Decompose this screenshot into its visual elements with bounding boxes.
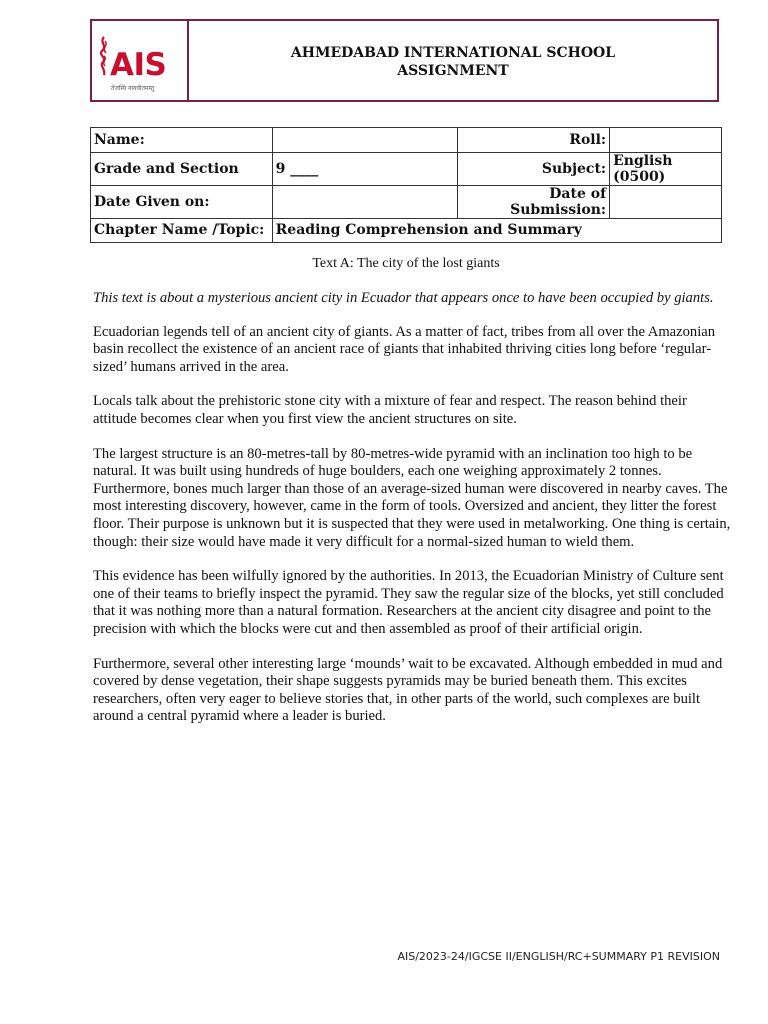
date-given-label: Date Given on: bbox=[91, 185, 273, 218]
roll-label: Roll: bbox=[458, 128, 610, 153]
header-title bbox=[189, 21, 717, 100]
date-submission-value[interactable] bbox=[610, 185, 722, 218]
name-label: Name: bbox=[91, 128, 273, 153]
chapter-label: Chapter Name /Topic: bbox=[91, 218, 273, 243]
footer-code: AIS/2023-24/IGCSE II/ENGLISH/RC+SUMMARY P1 REVISION bbox=[397, 950, 720, 963]
paragraph-1: Ecuadorian legends tell of an ancient city of giants. As a matter of fact, tribes from all over the Amazonian basin recollect the existence of an ancient race of giants that inhabited thriving cities long before ‘regular-sized’ humans arrived in the area. bbox=[93, 323, 716, 375]
reading-passage bbox=[93, 290, 733, 743]
chapter-value: Reading Comprehension and Summary bbox=[272, 218, 721, 243]
doc-type: ASSIGNMENT bbox=[397, 62, 509, 79]
school-name: AHMEDABAD INTERNATIONAL SCHOOL bbox=[290, 44, 616, 61]
roll-value[interactable] bbox=[610, 128, 722, 153]
paragraph-4: This evidence has been wilfully ignored by the authorities. In 2013, the Ecuadorian Ministry of Culture sent one of their teams to briefly inspect the pyramid. They saw the regular size of the blocks, yet still concluded that it was nothing more than a natural formation. Researchers at the ancient city disagree and point to the precision with which the blocks were cut and then assembled as proof of their artificial origin. bbox=[93, 568, 724, 637]
date-submission-label: Date of Submission: bbox=[458, 185, 610, 218]
text-title-label: Text A: The city of the lost giants bbox=[312, 256, 500, 271]
subject-label: Subject: bbox=[458, 152, 610, 185]
name-value[interactable] bbox=[272, 128, 458, 153]
grade-value[interactable]: 9 ____ bbox=[272, 152, 458, 185]
text-title bbox=[0, 256, 768, 272]
table-row bbox=[91, 128, 722, 153]
paragraph-2: Locals talk about the prehistoric stone city with a mixture of fear and respect. The reason behind their attitude becomes clear when you first view the ancient structures on site. bbox=[93, 393, 687, 427]
paragraph-5: Furthermore, several other interesting large ‘mounds’ wait to be excavated. Although embedded in mud and covered by dense vegetation, their shape suggests pyramids may be buried beneath them. This excites researchers, often very eager to believe stories that, in other parts of the world, such complexes are built around a central pyramid where a leader is buried. bbox=[93, 655, 723, 725]
grade-label: Grade and Section bbox=[91, 152, 273, 185]
subject-value: English (0500) bbox=[610, 152, 722, 185]
table-row bbox=[91, 152, 722, 185]
logo-motto: तेजस्वि नावधीतमस्तु bbox=[111, 85, 155, 92]
school-logo bbox=[92, 21, 189, 100]
student-info-table bbox=[90, 127, 722, 243]
intro-paragraph: This text is about a mysterious ancient city in Ecuador that appears once to have been occupied by giants. bbox=[93, 290, 714, 306]
header-box bbox=[90, 19, 719, 102]
table-row bbox=[91, 185, 722, 218]
logo-text: AIS bbox=[110, 47, 167, 83]
date-given-value[interactable] bbox=[272, 185, 458, 218]
paragraph-3: The largest structure is an 80-metres-tall by 80-metres-wide pyramid with an inclination too high to be natural. It was built using hundreds of huge boulders, each one weighing approximately 2 tonnes. Furthermore, bones much larger than those of an average-sized human were discovered in nearby caves. The most interesting discovery, however, came in the form of tools. Oversized and ancient, they litter the forest floor. Their purpose is unknown but it is suspected that they were used in metalworking. One thing is certain, though: their size would have made it very difficult for a normal-sized human to wield them. bbox=[93, 445, 731, 550]
table-row bbox=[91, 218, 722, 243]
